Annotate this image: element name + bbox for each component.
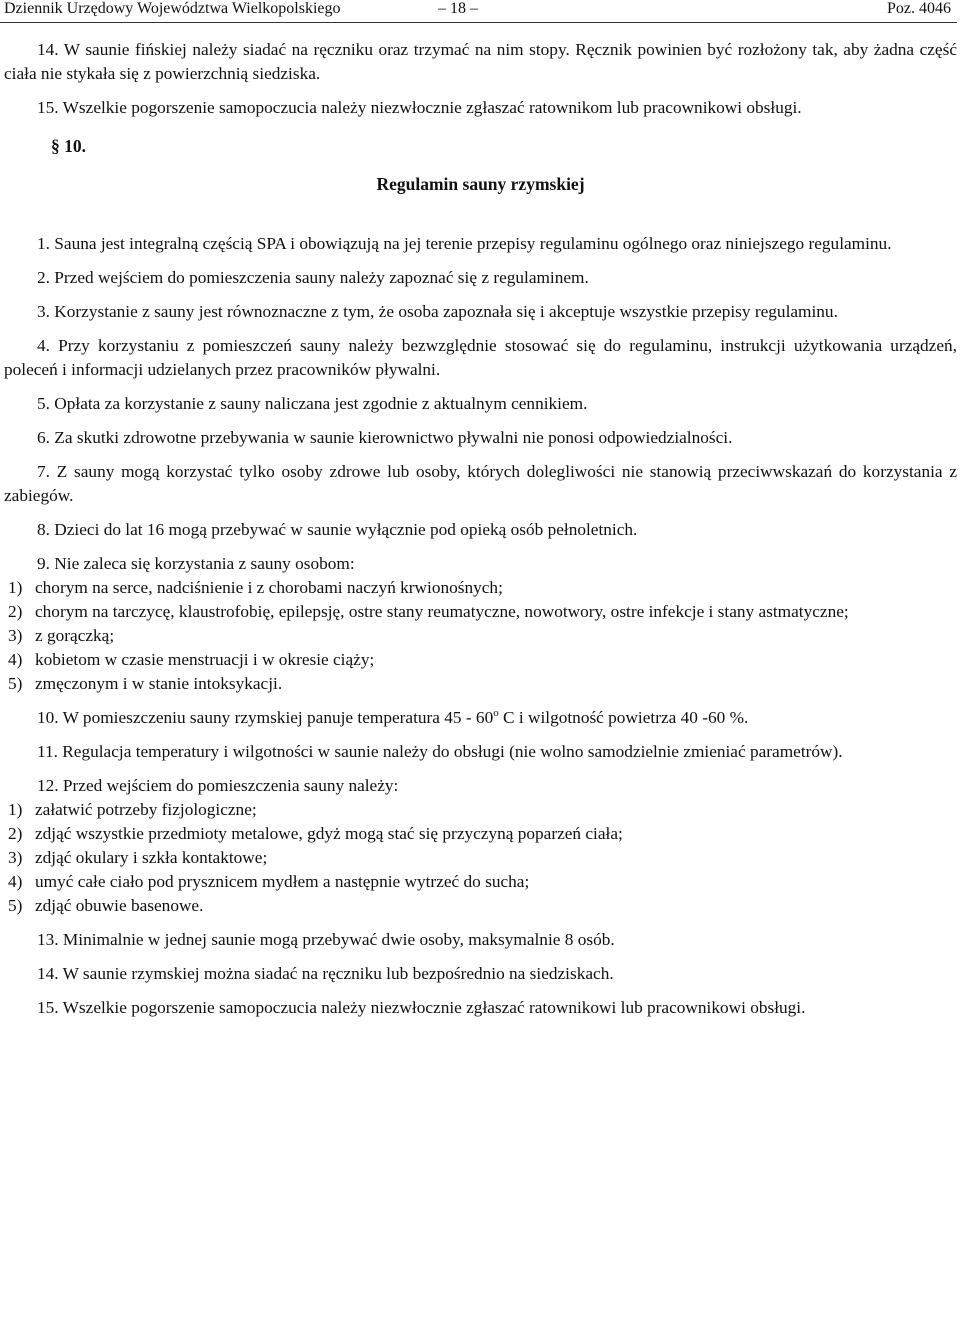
rule-14: 14. W saunie rzymskiej można siadać na ręczniku lub bezpośrednio na siedziskach. xyxy=(37,964,614,983)
list-item xyxy=(4,624,957,648)
document-body xyxy=(4,38,957,1020)
rule-8: 8. Dzieci do lat 16 mogą przebywać w saunie wyłącznie pod opieką osób pełnoletnich. xyxy=(37,520,638,539)
paragraph-14: 14. W saunie fińskiej należy siadać na ręczniku oraz trzymać na nim stopy. Ręcznik powinien być rozłożony tak, aby żadna część ciała nie stykała się z powierzchnią siedziska. xyxy=(4,40,957,83)
list-item xyxy=(4,600,957,624)
list-item-text: zdjąć okulary i szkła kontaktowe; xyxy=(35,848,268,867)
position-number: Poz. 4046 xyxy=(887,0,951,17)
list-item-number: 1) xyxy=(8,578,23,597)
rule-9: 9. Nie zaleca się korzystania z sauny osobom: xyxy=(37,554,355,573)
rule-1: 1. Sauna jest integralną częścią SPA i obowiązują na jej terenie przepisy regulaminu ogólnego oraz niniejszego regulaminu. xyxy=(37,234,892,253)
list-item-number: 3) xyxy=(8,626,23,645)
list-item xyxy=(4,822,957,846)
degree-sign: o xyxy=(493,707,499,720)
list-item-number: 4) xyxy=(8,872,23,891)
rule-6: 6. Za skutki zdrowotne przebywania w saunie kierownictwo pływalni nie ponosi odpowiedzialności. xyxy=(37,428,733,447)
list-item xyxy=(4,870,957,894)
list-item-text: załatwić potrzeby fizjologiczne; xyxy=(35,800,257,819)
page-header xyxy=(4,0,957,20)
list-item-text: chorym na tarczycę, klaustrofobię, epilepsję, ostre stany reumatyczne, nowotwory, ostre infekcje i stany astmatyczne; xyxy=(35,602,849,621)
list-item-text: zdjąć wszystkie przedmioty metalowe, gdyż mogą stać się przyczyną poparzeń ciała; xyxy=(35,824,623,843)
section-title: Regulamin sauny rzymskiej xyxy=(376,174,585,194)
list-item-number: 3) xyxy=(8,848,23,867)
header-divider xyxy=(0,22,957,23)
list-item-number: 2) xyxy=(8,602,23,621)
list-item xyxy=(4,894,957,918)
list-item-text: umyć całe ciało pod prysznicem mydłem a następnie wytrzeć do sucha; xyxy=(35,872,530,891)
journal-title: Dziennik Urzędowy Województwa Wielkopolskiego xyxy=(4,0,341,17)
list-item xyxy=(4,648,957,672)
list-item-text: zmęczonym i w stanie intoksykacji. xyxy=(35,674,283,693)
list-item-number: 5) xyxy=(8,674,23,693)
rule-2: 2. Przed wejściem do pomieszczenia sauny należy zapoznać się z regulaminem. xyxy=(37,268,589,287)
list-item-text: zdjąć obuwie basenowe. xyxy=(35,896,204,915)
list-item xyxy=(4,672,957,696)
list-item-text: chorym na serce, nadciśnienie i z chorobami naczyń krwionośnych; xyxy=(35,578,503,597)
rule-3: 3. Korzystanie z sauny jest równoznaczne z tym, że osoba zapoznała się i akceptuje wszystkie przepisy regulaminu. xyxy=(37,302,838,321)
section-number: § 10. xyxy=(51,136,86,156)
list-item-number: 5) xyxy=(8,896,23,915)
list-item-text: kobietom w czasie menstruacji i w okresie ciąży; xyxy=(35,650,375,669)
list-item-number: 4) xyxy=(8,650,23,669)
rule-10 xyxy=(4,706,957,730)
list-item-number: 1) xyxy=(8,800,23,819)
rule-10-text: 10. W pomieszczeniu sauny rzymskiej panuje temperatura 45 - 60 xyxy=(37,708,494,727)
rule-12: 12. Przed wejściem do pomieszczenia sauny należy: xyxy=(37,776,399,795)
rule-11: 11. Regulacja temperatury i wilgotności w saunie należy do obsługi (nie wolno samodzielnie zmieniać parametrów). xyxy=(37,742,843,761)
page-number: – 18 – xyxy=(438,0,478,17)
list-item-text: z gorączką; xyxy=(35,626,115,645)
list-item xyxy=(4,798,957,822)
rule-13: 13. Minimalnie w jednej saunie mogą przebywać dwie osoby, maksymalnie 8 osób. xyxy=(37,930,615,949)
rule-7: 7. Z sauny mogą korzystać tylko osoby zdrowe lub osoby, których dolegliwości nie stanowią przeciwwskazań do korzystania z zabiegów. xyxy=(4,462,957,505)
rule-10-text-end: C i wilgotność powietrza 40 -60 %. xyxy=(498,708,749,727)
list-item-number: 2) xyxy=(8,824,23,843)
rule-15: 15. Wszelkie pogorszenie samopoczucia należy niezwłocznie zgłaszać ratownikowi lub pracownikowi obsługi. xyxy=(37,998,806,1017)
list-item xyxy=(4,576,957,600)
paragraph-15: 15. Wszelkie pogorszenie samopoczucia należy niezwłocznie zgłaszać ratownikom lub pracownikowi obsługi. xyxy=(37,98,802,117)
list-item xyxy=(4,846,957,870)
rule-5: 5. Opłata za korzystanie z sauny naliczana jest zgodnie z aktualnym cennikiem. xyxy=(37,394,588,413)
rule-4: 4. Przy korzystaniu z pomieszczeń sauny należy bezwzględnie stosować się do regulaminu, instrukcji użytkowania urządzeń, poleceń i informacji udzielanych przez pracowników pływalni. xyxy=(4,336,957,379)
